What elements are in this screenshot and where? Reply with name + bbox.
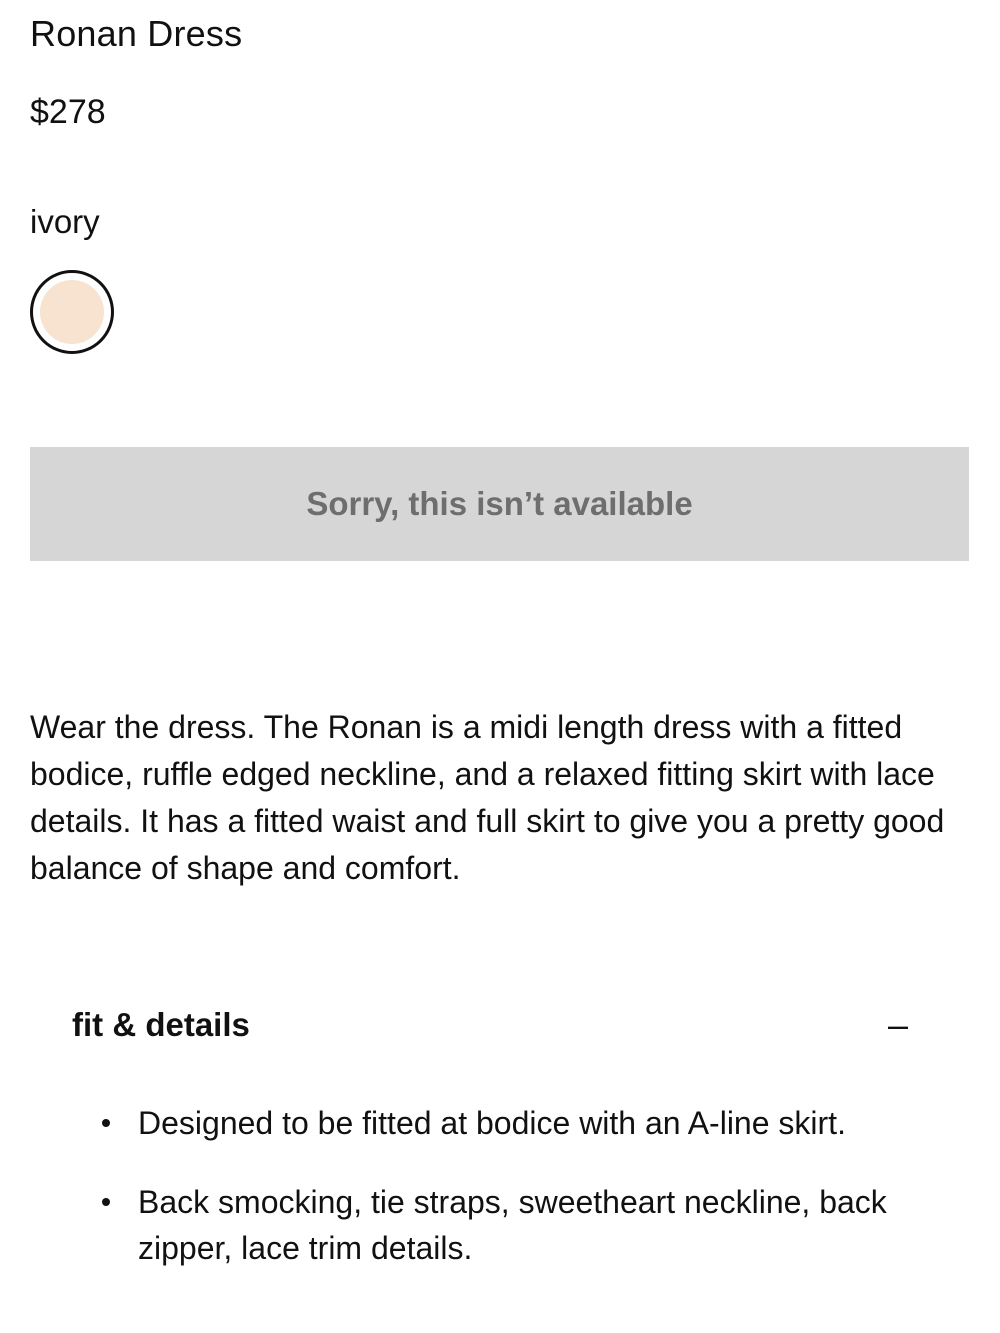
minus-icon[interactable]: – — [887, 1004, 909, 1045]
product-description: Wear the dress. The Ronan is a midi length dress with a fitted bodice, ruffle edged neckline, and a relaxed fitting skirt with lace details. It has a fitted waist and full skirt to give you a pretty good balance of shape and comfort. — [30, 709, 945, 886]
list-item-text: Designed to be fitted at bodice with an A-line skirt. — [138, 1105, 846, 1141]
product-price: $278 — [30, 93, 106, 131]
list-item — [138, 1179, 918, 1271]
list-item-text: Back smocking, tie straps, sweetheart neckline, back zipper, lace trim details. — [138, 1184, 887, 1266]
bullet-icon — [102, 1198, 110, 1206]
fit-details-title: fit & details — [72, 1006, 250, 1043]
unavailable-button[interactable]: Sorry, this isn’t available — [30, 447, 969, 561]
swatch-fill — [40, 280, 104, 344]
selected-color-label: ivory — [30, 203, 100, 240]
fit-details-list — [138, 1100, 918, 1304]
bullet-icon — [102, 1119, 110, 1127]
product-title: Ronan Dress — [30, 13, 243, 54]
color-swatch-ivory[interactable] — [30, 270, 114, 354]
fit-details-accordion-header[interactable] — [72, 1000, 912, 1050]
list-item — [138, 1100, 918, 1146]
